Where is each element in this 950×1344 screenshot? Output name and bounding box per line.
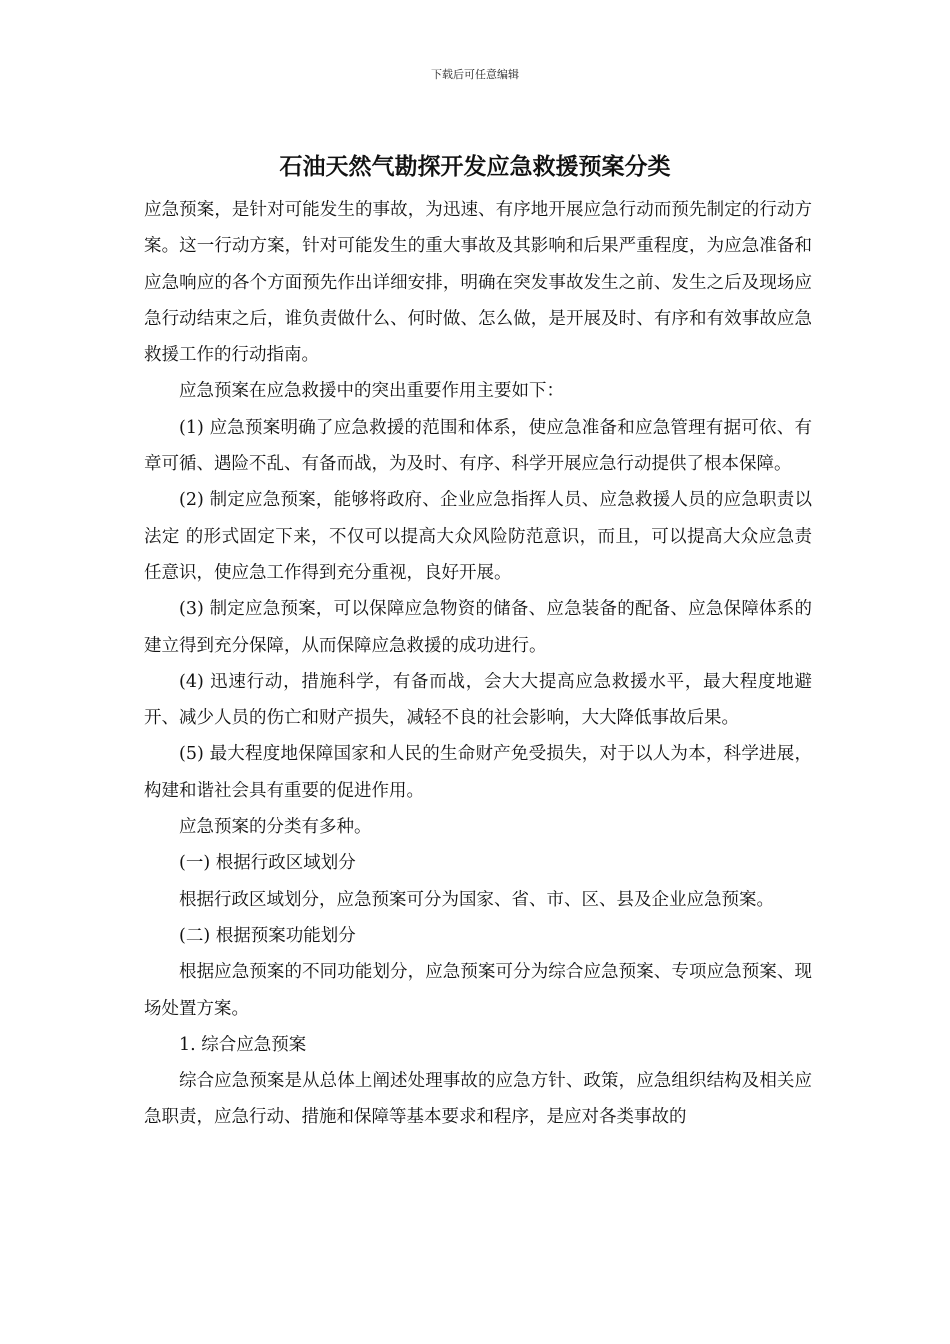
paragraph-by-region: 根据行政区域划分，应急预案可分为国家、省、市、区、县及企业应急预案。 — [179, 889, 774, 910]
heading-comprehensive-plan: 1. 综合应急预案 — [179, 1034, 307, 1055]
paragraph-importance-intro: 应急预案在应急救援中的突出重要作用主要如下： — [179, 381, 564, 402]
document-body — [144, 192, 812, 1136]
heading-by-function: (二) 根据预案功能划分 — [179, 925, 356, 946]
document-title: 石油天然气勘探开发应急救援预案分类 — [279, 153, 671, 180]
paragraph-comprehensive-plan: 综合应急预案是从总体上阐述处理事故的应急方针、政策，应急组织结构及相关应急职责，应急行动、措施和保障等基本要求和程序，是应对各类事故的 — [144, 1071, 812, 1128]
heading-by-region: (一) 根据行政区域划分 — [179, 853, 356, 874]
paragraph-point-2: (2) 制定应急预案，能够将政府、企业应急指挥人员、应急救援人员的应急职责以 法定 的形式固定下来，不仅可以提高大众风险防范意识，而且，可以提高大众应急责任意识，使应急工作得到充分重视，良好开展。 — [144, 490, 812, 583]
paragraph-classification-intro: 应急预案的分类有多种。 — [179, 817, 372, 838]
paragraph-definition: 应急预案，是针对可能发生的事故，为迅速、有序地开展应急行动而预先制定的行动方案。这一行动方案，针对可能发生的重大事故及其影响和后果严重程度，为应急准备和应急响应的各个方面预先作出详细安排，明确在突发事故发生之前、发生之后及现场应急行动结束之后，谁负责做什么、何时做、怎么做，是开展及时、有序和有效事故应急救援工作的行动指南。 — [144, 200, 812, 366]
paragraph-point-5: (5) 最大程度地保障国家和人民的生命财产免受损失，对于以人为本，科学进展，构建和谐社会具有重要的促进作用。 — [144, 744, 812, 801]
paragraph-point-1: (1) 应急预案明确了应急救援的范围和体系，使应急准备和应急管理有据可依、有章可循、遇险不乱、有备而战，为及时、有序、科学开展应急行动提供了根本保障。 — [144, 417, 812, 475]
paragraph-point-4: (4) 迅速行动，措施科学，有备而战，会大大提高应急救援水平，最大程度地避开、减少人员的伤亡和财产损失，减轻不良的社会影响，大大降低事故后果。 — [144, 671, 812, 729]
paragraph-by-function: 根据应急预案的不同功能划分，应急预案可分为综合应急预案、专项应急预案、现场处置方案。 — [144, 962, 812, 1019]
header-note: 下载后可任意编辑 — [431, 68, 519, 81]
paragraph-point-3: (3) 制定应急预案，可以保障应急物资的储备、应急装备的配备、应急保障体系的建立得到充分保障，从而保障应急救援的成功进行。 — [144, 599, 812, 656]
